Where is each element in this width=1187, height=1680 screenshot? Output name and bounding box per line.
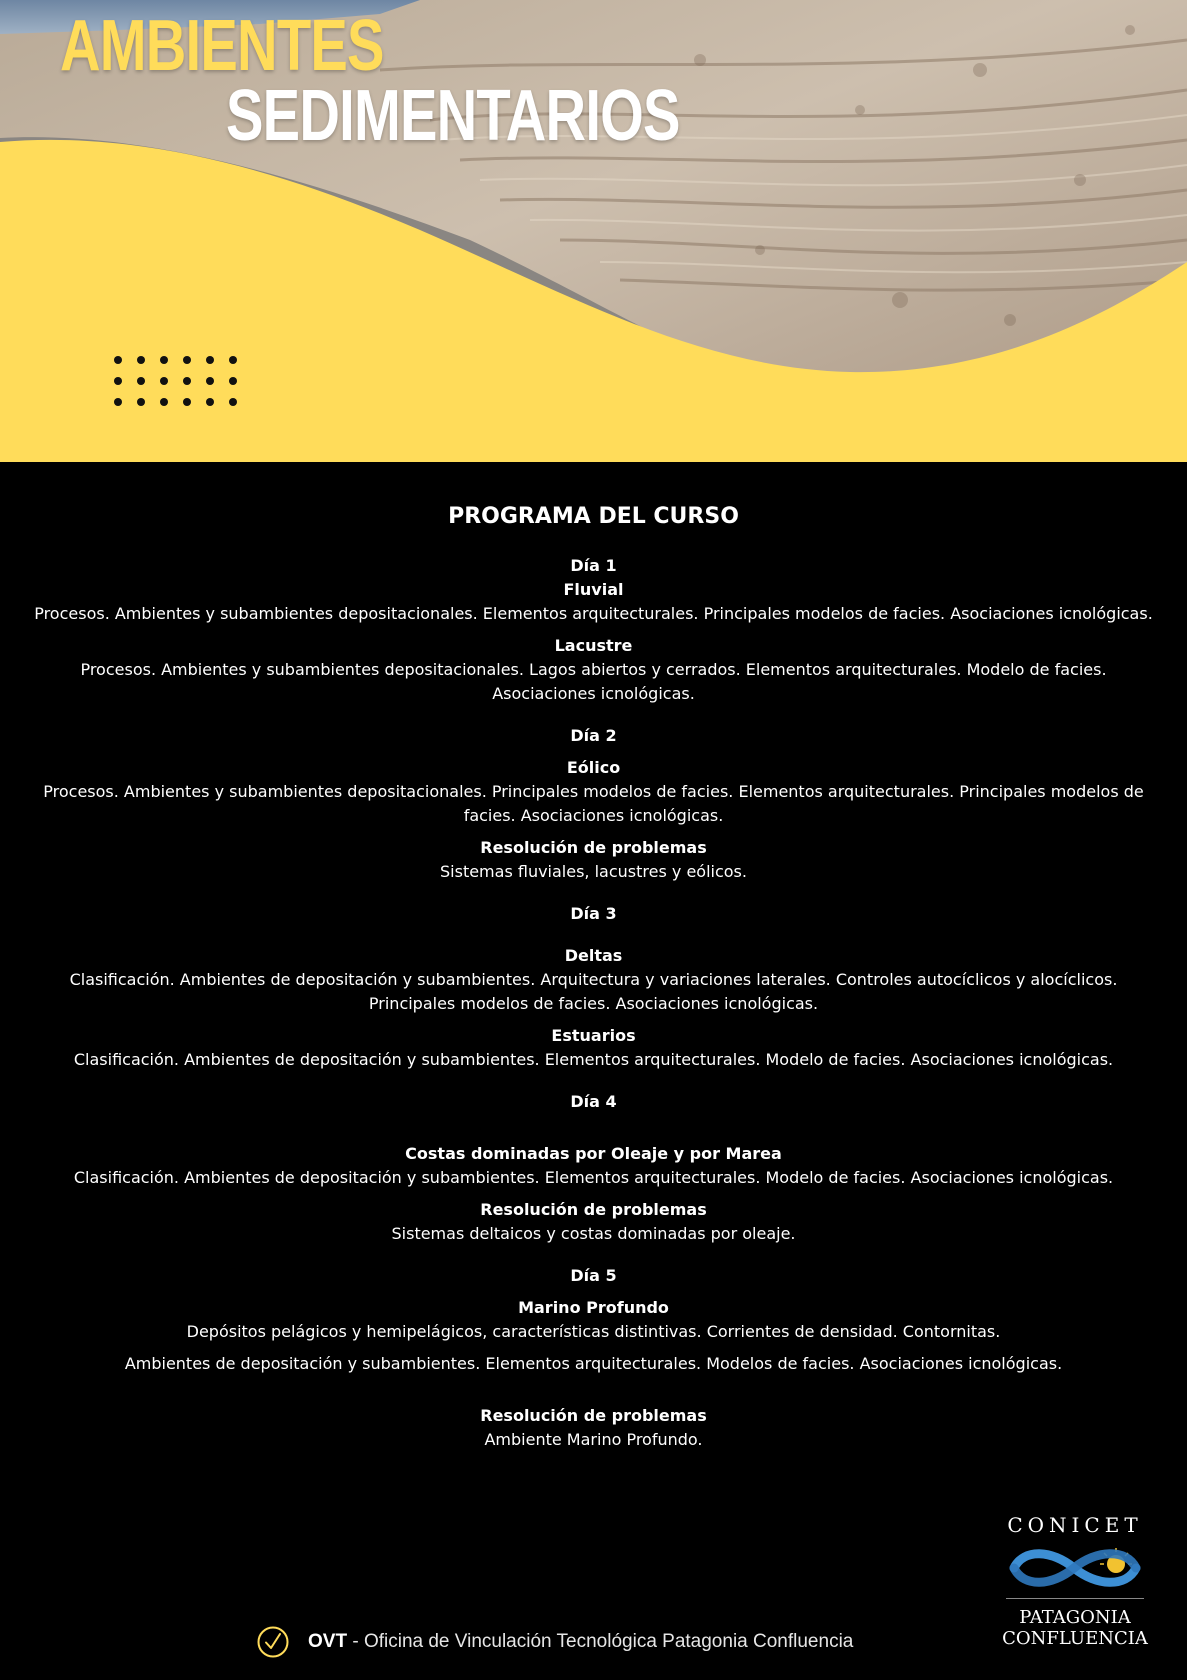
dot: [206, 398, 214, 406]
header-banner: [0, 0, 1187, 462]
costas-description: Clasificación. Ambientes de depositación y subambientes. Elementos arquitecturales. Modelo de facies. Asociaciones icnológicas.: [73, 1168, 1114, 1187]
dot: [183, 356, 191, 364]
day-4-label: Día 4: [570, 1092, 617, 1111]
ovt-description: - Oficina de Vinculación Tecnológica Patagonia Confluencia: [347, 1631, 854, 1652]
day-1-label: Día 1: [570, 556, 617, 575]
dot: [114, 398, 122, 406]
dot: [137, 377, 145, 385]
day-5-label: Día 5: [570, 1266, 617, 1285]
dot: [137, 398, 145, 406]
resolucion-description-day2: Sistemas fluviales, lacustres y eólicos.: [440, 862, 747, 881]
resolucion-description-day4: Sistemas deltaicos y costas dominadas por oleaje.: [391, 1224, 796, 1243]
resolucion-title-day2: Resolución de problemas: [480, 838, 707, 857]
ovt-label: OVT: [308, 1631, 348, 1652]
fluvial-description: Procesos. Ambientes y subambientes depositacionales. Elementos arquitecturales. Principales modelos de facies. Asociaciones icnológicas.: [34, 604, 1153, 623]
course-program: [0, 500, 1187, 1452]
dot: [206, 356, 214, 364]
conicet-logo: [1000, 1512, 1150, 1649]
footer-text: [308, 1631, 853, 1653]
check-circle-icon: [256, 1625, 290, 1659]
title-line-sedimentarios: SEDIMENTARIOS: [226, 76, 680, 156]
resolucion-title-day4: Resolución de problemas: [480, 1200, 707, 1219]
dot: [160, 398, 168, 406]
dot: [160, 356, 168, 364]
infinity-sun-icon: [1008, 1542, 1142, 1592]
footer-ovt: [256, 1624, 853, 1660]
dot: [183, 398, 191, 406]
day-2-label: Día 2: [570, 726, 617, 745]
dot: [229, 377, 237, 385]
dot: [114, 377, 122, 385]
program-heading: PROGRAMA DEL CURSO: [448, 504, 739, 529]
lacustre-title: Lacustre: [554, 636, 633, 655]
eolico-title: Eólico: [566, 758, 621, 777]
resolucion-title-day5: Resolución de problemas: [480, 1406, 707, 1425]
logo-divider: [1006, 1598, 1144, 1599]
eolico-description: Procesos. Ambientes y subambientes depositacionales. Principales modelos de facies. Elementos arquitecturales. Principales modelos de facies. Asociaciones icnológicas.: [43, 782, 1144, 825]
conicet-brand: CONICET: [1007, 1513, 1143, 1537]
decorative-dot-grid: [114, 356, 237, 406]
dot: [183, 377, 191, 385]
estuarios-title: Estuarios: [551, 1026, 636, 1045]
dot: [160, 377, 168, 385]
day-3-label: Día 3: [570, 904, 617, 923]
costas-title: Costas dominadas por Oleaje y por Marea: [405, 1144, 782, 1163]
dot: [229, 356, 237, 364]
estuarios-description: Clasificación. Ambientes de depositación y subambientes. Elementos arquitecturales. Modelo de facies. Asociaciones icnológicas.: [73, 1050, 1114, 1069]
dot: [137, 356, 145, 364]
marino-description-1: Depósitos pelágicos y hemipelágicos, características distintivas. Corrientes de densidad. Contornitas.: [186, 1322, 1001, 1341]
fluvial-title: Fluvial: [563, 580, 624, 599]
patagonia-label: PATAGONIA: [1019, 1607, 1131, 1628]
dot: [229, 398, 237, 406]
title-line-ambientes: AMBIENTES: [60, 6, 384, 86]
marino-title: Marino Profundo: [518, 1298, 669, 1317]
confluencia-label: CONFLUENCIA: [1002, 1628, 1148, 1649]
dot: [114, 356, 122, 364]
deltas-description: Clasificación. Ambientes de depositación y subambientes. Arquitectura y variaciones laterales. Controles autocíclicos y alocíclicos. Principales modelos de facies. Asociaciones icnológicas.: [69, 970, 1118, 1013]
lacustre-description: Procesos. Ambientes y subambientes depositacionales. Lagos abiertos y cerrados. Elementos arquitecturales. Modelo de facies. Asociaciones icnológicas.: [80, 660, 1107, 703]
marino-description-2: Ambientes de depositación y subambientes. Elementos arquitecturales. Modelos de facies. Asociaciones icnológicas.: [124, 1354, 1063, 1373]
deltas-title: Deltas: [564, 946, 623, 965]
dot: [206, 377, 214, 385]
resolucion-description-day5: Ambiente Marino Profundo.: [484, 1430, 703, 1449]
